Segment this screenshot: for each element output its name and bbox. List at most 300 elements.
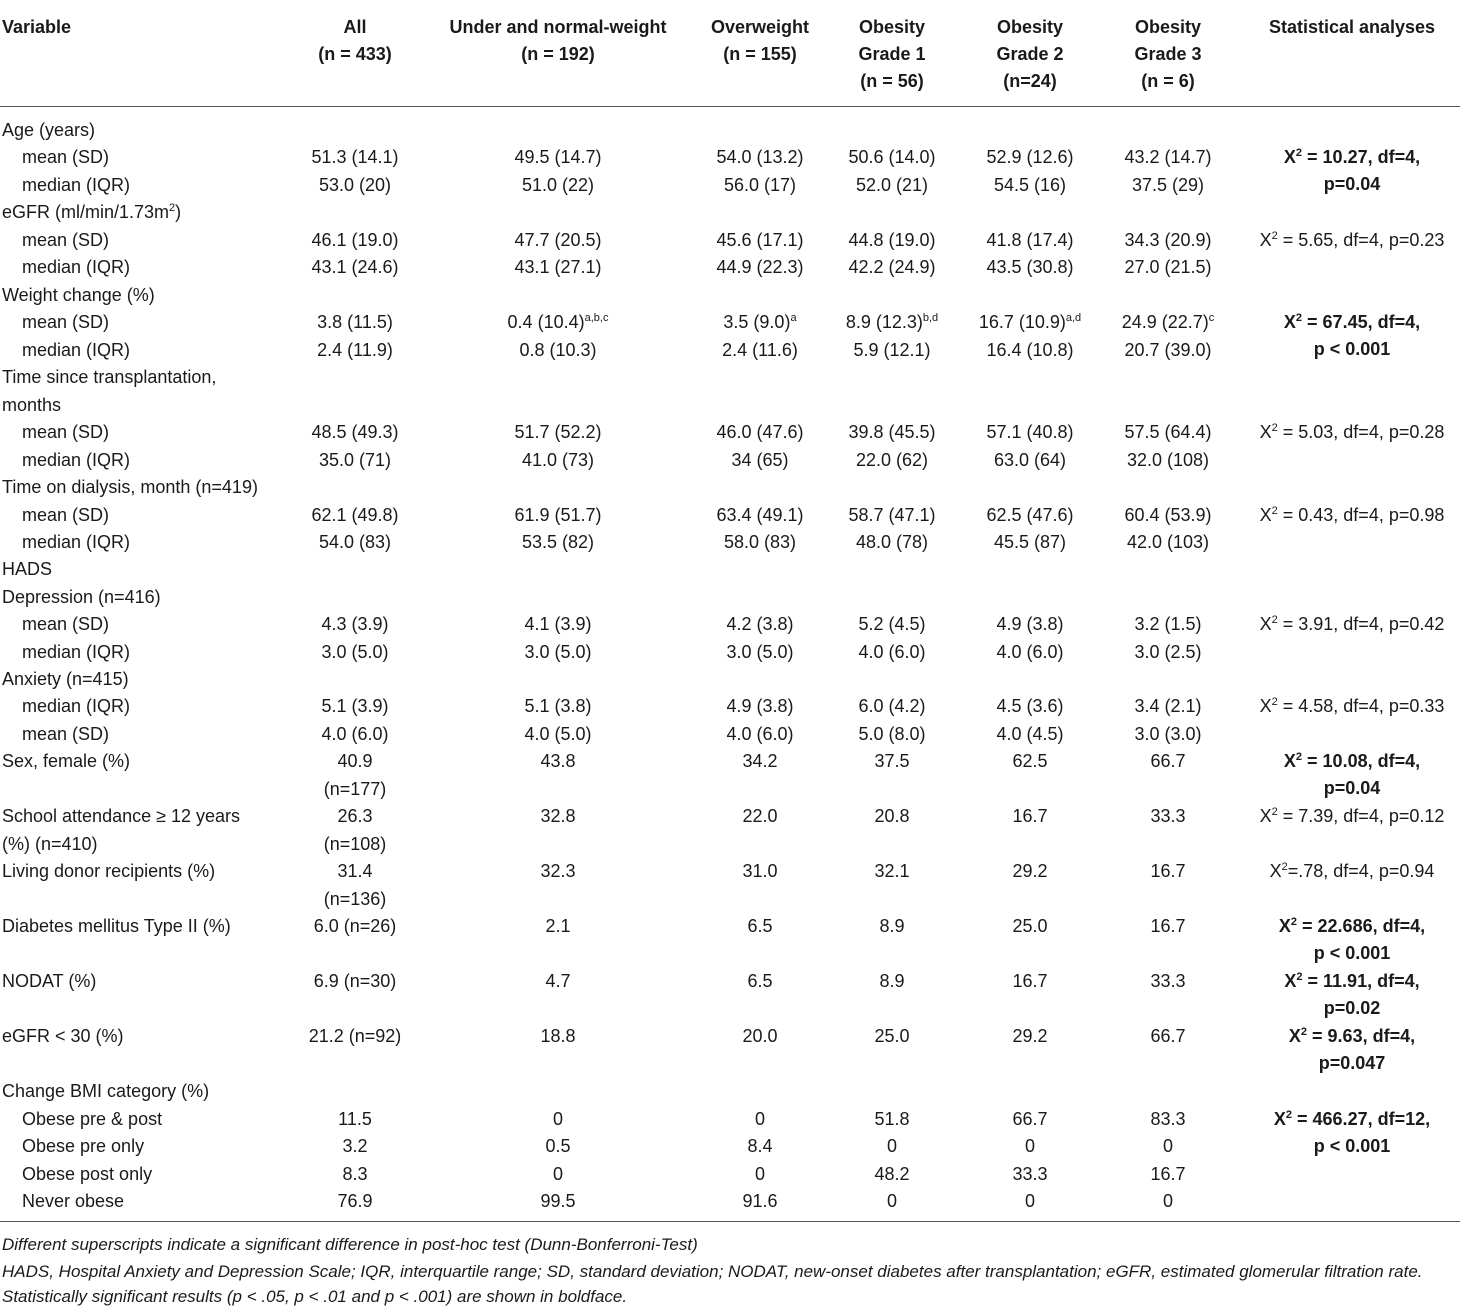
cell-value: 4.5 (3.6) [996,696,1064,716]
stat-superscript: 2 [1271,806,1278,818]
stat-text: X [1283,751,1296,771]
cell-value: 3.5 (9.0) [723,312,791,332]
cell-value: 8.3 [342,1164,368,1184]
row-label-text: mean (SD) [22,505,110,525]
row-label-text: (%) (n=410) [2,834,98,854]
cell-value: 0 [1024,1136,1035,1156]
table-cell [965,1188,1095,1215]
cell-value: 54.0 (83) [318,532,392,552]
cell-value: 16.7 [1150,1164,1186,1184]
stat-line [1237,995,1460,1022]
cell-value: 3.0 (2.5) [1134,642,1202,662]
column-header-line: Grade 1 [858,44,926,64]
cell-value: 31.0 [742,861,778,881]
cell-value: 45.6 (17.1) [716,230,804,250]
cell-value: 4.3 (3.9) [321,614,389,634]
table-cell [1103,803,1233,830]
stat-line [1237,227,1460,254]
table-cell [965,748,1095,775]
cell-value: 99.5 [540,1191,576,1211]
stat-cell [1237,968,1460,1022]
stat-text: X [1283,147,1296,167]
column-header-line: Grade 3 [1134,44,1202,64]
row-label [22,254,130,281]
row-label [2,199,181,226]
table-cell [418,447,698,474]
table-cell [827,447,957,474]
footnote-superscripts: Different superscripts indicate a significant difference in post-hoc test (Dunn-Bonferroni-Test) [2,1235,698,1254]
cell-value: 66.7 [1012,1109,1048,1129]
table-cell [827,913,957,940]
stat-line [1237,968,1460,995]
stat-line [1237,913,1460,940]
table-cell [827,803,957,830]
stat-line [1237,144,1460,171]
row-label [22,1106,162,1133]
table-cell [685,748,835,775]
stat-text: X [1259,422,1272,442]
table-cell [418,1188,698,1215]
cell-value: 0.4 (10.4) [507,312,585,332]
stat-text: X [1284,971,1297,991]
stat-text-suffix: = 9.63, df=4, [1307,1026,1416,1046]
table-cell [685,419,835,446]
row-label-text: median (IQR) [22,532,131,552]
table-cell [275,776,435,803]
stat-text-suffix: = 22.686, df=4, [1297,916,1426,936]
stat-text: X [1288,1026,1301,1046]
table-cell [965,309,1095,336]
cell-value: 0 [552,1164,563,1184]
cell-superscript: a [790,312,797,324]
cell-value: 0 [552,1109,563,1129]
table-cell [685,693,835,720]
stat-text-suffix: = 10.08, df=4, [1302,751,1421,771]
table-cell [827,172,957,199]
column-header-0 [2,14,71,41]
table-cell [685,254,835,281]
stat-cell [1237,693,1460,720]
row-label [2,1078,209,1105]
stat-cell [1237,227,1460,254]
table-cell [827,748,957,775]
table-cell [827,693,957,720]
table-cell [965,254,1095,281]
table-cell [965,447,1095,474]
row-label [22,419,109,446]
cell-value: 37.5 (29) [1131,175,1205,195]
row-label-text: Change BMI category (%) [2,1081,210,1101]
cell-value: 44.9 (22.3) [716,257,804,277]
stat-superscript: 2 [1271,422,1278,434]
stat-superscript: 2 [1285,1109,1293,1121]
cell-superscript: a,d [1065,312,1082,324]
stat-text-suffix: = 67.45, df=4, [1302,312,1421,332]
table-cell [275,309,435,336]
cell-value: 6.0 (4.2) [858,696,926,716]
cell-value: 16.7 [1150,916,1186,936]
row-label [2,556,52,583]
table-cell [418,748,698,775]
column-header-line: Grade 2 [996,44,1064,64]
stat-superscript: 2 [1271,696,1278,708]
cell-value: 33.3 [1150,806,1186,826]
cell-value: 20.0 [742,1026,778,1046]
table-cell [1103,1106,1233,1133]
cell-value: 46.0 (47.6) [716,422,804,442]
cell-value: 52.0 (21) [855,175,929,195]
table-cell [827,227,957,254]
stat-text-suffix: = 5.65, df=4, p=0.23 [1277,230,1445,250]
table-cell [827,639,957,666]
table-cell [275,886,435,913]
table-cell [418,858,698,885]
table-cell [827,529,957,556]
stat-superscript: 2 [1281,861,1288,873]
cell-value: 46.1 (19.0) [311,230,399,250]
table-cell [275,968,435,995]
cell-value: 0 [1162,1136,1173,1156]
column-header-1 [275,14,435,68]
table-bottom-rule [0,1221,1460,1222]
table-cell [1103,1188,1233,1215]
stat-line [1237,1050,1460,1077]
cell-value: 33.3 [1150,971,1186,991]
table-cell [827,858,957,885]
cell-value: 4.2 (3.8) [726,614,794,634]
cell-value: 43.5 (30.8) [986,257,1074,277]
stat-text: X [1259,806,1272,826]
table-cell [827,309,957,336]
cell-value: 66.7 [1150,751,1186,771]
stat-line [1237,858,1460,885]
row-label [2,282,155,309]
cell-value: 0.8 (10.3) [519,340,597,360]
stat-text-suffix: = 7.39, df=4, p=0.12 [1277,806,1445,826]
cell-value: 62.5 [1012,751,1048,771]
row-label-text: Sex, female (%) [2,751,131,771]
table-cell [685,144,835,171]
cell-value: 60.4 (53.9) [1124,505,1212,525]
table-cell [965,693,1095,720]
row-label [2,858,215,885]
table-cell [1103,748,1233,775]
table-cell [418,1161,698,1188]
stat-text: X [1269,861,1282,881]
cell-value: 4.7 [545,971,571,991]
table-cell [685,1133,835,1160]
column-header-line: Obesity [996,17,1064,37]
row-label-text: mean (SD) [22,147,110,167]
cell-value: 33.3 [1012,1164,1048,1184]
row-label [22,502,109,529]
row-label-superscript: 2 [169,202,176,214]
stat-cell [1237,309,1460,363]
stat-text: p=0.02 [1323,998,1381,1018]
table-cell [965,1106,1095,1133]
column-header-line: Obesity [858,17,926,37]
table-cell [827,1023,957,1050]
row-label-text: median (IQR) [22,340,131,360]
cell-value: 25.0 [874,1026,910,1046]
cell-value: 53.5 (82) [521,532,595,552]
cell-value: 48.0 (78) [855,532,929,552]
table-cell [418,309,698,336]
table-cell [275,748,435,775]
row-label [2,913,231,940]
table-cell [965,803,1095,830]
table-cell [275,721,435,748]
row-label-text: median (IQR) [22,696,131,716]
stat-cell [1237,858,1460,885]
table-cell [275,447,435,474]
row-label [2,117,95,144]
cell-value: 6.5 [747,971,773,991]
table-cell [275,172,435,199]
column-header-line: (n = 155) [723,44,797,64]
cell-value: 48.5 (49.3) [311,422,399,442]
cell-value: 11.5 [338,1109,372,1129]
row-label-text: mean (SD) [22,312,110,332]
cell-superscript: c [1208,312,1215,324]
row-label-text: Anxiety (n=415) [2,669,129,689]
cell-value: (n=136) [323,889,387,909]
table-cell [685,502,835,529]
cell-value: 8.9 [879,916,905,936]
cell-value: 20.7 (39.0) [1124,340,1212,360]
table-cell [827,968,957,995]
cell-value: 0 [1024,1191,1035,1211]
table-cell [1103,639,1233,666]
column-header-4 [827,14,957,95]
table-cell [1103,419,1233,446]
stat-text: X [1259,696,1272,716]
table-cell [418,1106,698,1133]
table-cell [685,721,835,748]
cell-value: 42.0 (103) [1126,532,1210,552]
cell-value: 3.2 (1.5) [1134,614,1202,634]
table-cell [418,337,698,364]
cell-value: 57.5 (64.4) [1124,422,1212,442]
table-cell [1103,309,1233,336]
table-cell [275,529,435,556]
stat-text: p < 0.001 [1313,943,1391,963]
row-label [22,639,130,666]
cell-value: 2.4 (11.9) [317,340,393,360]
row-label-text: Time since transplantation, [2,367,217,387]
cell-value: 62.5 (47.6) [986,505,1074,525]
cell-value: 51.8 [874,1109,910,1129]
cell-value: 48.2 [874,1164,910,1184]
row-label [2,748,130,775]
row-label-text: Age (years) [2,120,96,140]
row-label-text: eGFR < 30 (%) [2,1026,124,1046]
row-label-text: mean (SD) [22,724,110,744]
cell-value: 40.9 [337,751,373,771]
table-cell [685,858,835,885]
cell-value: 51.3 (14.1) [311,147,399,167]
stat-cell [1237,611,1460,638]
row-label-text: median (IQR) [22,257,131,277]
cell-value: 34 (65) [731,450,789,470]
cell-value: 42.2 (24.9) [848,257,936,277]
stat-superscript: 2 [1300,1026,1308,1038]
cell-value: 16.7 [1012,806,1048,826]
table-cell [275,611,435,638]
row-label [22,172,130,199]
stat-superscript: 2 [1290,916,1298,928]
column-header-line: Obesity [1134,17,1202,37]
table-cell [1103,1161,1233,1188]
cell-value: 43.1 (24.6) [311,257,399,277]
row-label-text: Obese post only [22,1164,153,1184]
table-cell [1103,172,1233,199]
table-cell [965,144,1095,171]
table-cell [1103,144,1233,171]
stat-line [1237,502,1460,529]
cell-value: 0 [1162,1191,1173,1211]
cell-value: 54.0 (13.2) [716,147,804,167]
table-cell [275,1133,435,1160]
cell-value: 34.3 (20.9) [1124,230,1212,250]
stat-line [1237,775,1460,802]
stat-line [1237,1106,1460,1133]
stat-line [1237,171,1460,198]
table-cell [275,831,435,858]
cell-value: 44.8 (19.0) [848,230,936,250]
stat-text: X [1259,614,1272,634]
cell-value: 0 [886,1191,897,1211]
cell-value: 39.8 (45.5) [848,422,936,442]
stat-text: p=0.04 [1323,174,1381,194]
cell-value: 83.3 [1150,1109,1186,1129]
stat-text-suffix: = 11.91, df=4, [1302,971,1420,991]
stat-line [1237,748,1460,775]
stat-line [1237,611,1460,638]
cell-value: 4.0 (4.5) [996,724,1064,744]
column-header-line: Variable [2,17,72,37]
cell-value: 56.0 (17) [723,175,797,195]
cell-value: 43.1 (27.1) [514,257,602,277]
stat-line [1237,336,1460,363]
table-cell [685,1106,835,1133]
cell-value: 32.1 [874,861,910,881]
cell-value: 8.9 [879,971,905,991]
table-cell [965,502,1095,529]
row-label-text: Living donor recipients (%) [2,861,216,881]
stat-line [1237,693,1460,720]
cell-value: 3.4 (2.1) [1134,696,1202,716]
stat-text: X [1273,1109,1286,1129]
table-cell [418,693,698,720]
cell-value: 22.0 [742,806,778,826]
cell-value: 0 [886,1136,897,1156]
row-label-text: HADS [2,559,53,579]
cell-value: 32.8 [540,806,576,826]
row-label-text: months [2,395,62,415]
cell-value: 26.3 [337,806,373,826]
table-cell [827,1133,957,1160]
stat-superscript: 2 [1296,971,1303,983]
table-cell [275,419,435,446]
table-cell [275,1106,435,1133]
cell-value: 8.9 (12.3) [845,312,923,332]
cell-value: 29.2 [1012,861,1048,881]
cell-value: 5.2 (4.5) [858,614,926,634]
cell-value: 24.9 (22.7) [1121,312,1209,332]
row-label-text: Weight change (%) [2,285,155,305]
stat-text-suffix: =.78, df=4, p=0.94 [1287,861,1435,881]
cell-value: 3.8 (11.5) [317,312,393,332]
cell-value: 0 [754,1109,765,1129]
cell-value: 2.4 (11.6) [722,340,798,360]
cell-value: (n=177) [323,779,387,799]
table-cell [418,172,698,199]
cell-value: 49.5 (14.7) [514,147,602,167]
cell-value: 3.2 [342,1136,368,1156]
column-header-line: Overweight [710,17,810,37]
cell-value: 3.0 (5.0) [524,642,592,662]
cell-value: 58.7 (47.1) [848,505,936,525]
cell-value: 21.2 (n=92) [308,1026,402,1046]
cell-value: 4.0 (6.0) [858,642,926,662]
cell-value: 32.3 [540,861,576,881]
cell-value: 6.9 (n=30) [313,971,397,991]
table-cell [275,803,435,830]
table-cell [965,172,1095,199]
stat-cell [1237,748,1460,802]
table-cell [1103,1023,1233,1050]
cell-value: 20.8 [874,806,910,826]
cell-value: 18.8 [540,1026,576,1046]
table-cell [685,1188,835,1215]
table-cell [685,447,835,474]
row-label-text: Never obese [22,1191,125,1211]
column-header-line: (n = 192) [521,44,595,64]
cell-value: 62.1 (49.8) [311,505,399,525]
cell-value: 4.9 (3.8) [726,696,794,716]
table-cell [827,1188,957,1215]
column-header-line: (n=24) [1003,71,1057,91]
table-cell [418,419,698,446]
table-cell [1103,693,1233,720]
table-cell [685,309,835,336]
table-cell [685,913,835,940]
table-cell [965,227,1095,254]
column-header-5 [965,14,1095,95]
cell-value: 0 [754,1164,765,1184]
stat-superscript: 2 [1271,614,1278,626]
cell-value: 27.0 (21.5) [1124,257,1212,277]
cell-value: 4.0 (6.0) [996,642,1064,662]
cell-value: 16.7 [1150,861,1186,881]
row-label-text: Depression (n=416) [2,587,161,607]
cell-value: 32.0 (108) [1126,450,1210,470]
table-cell [827,502,957,529]
table-cell [1103,337,1233,364]
table-cell [275,858,435,885]
table-cell [827,419,957,446]
table-cell [685,529,835,556]
table-cell [827,1161,957,1188]
stat-text: X [1259,505,1272,525]
table-cell [418,913,698,940]
stat-text: X [1278,916,1291,936]
table-cell [965,611,1095,638]
column-header-3 [685,14,835,68]
cell-value: 25.0 [1012,916,1048,936]
table-cell [685,803,835,830]
